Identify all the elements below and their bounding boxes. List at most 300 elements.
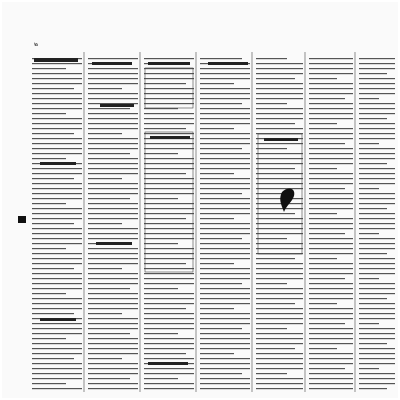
text-line (309, 293, 353, 294)
text-line (309, 178, 353, 179)
text-line (309, 323, 345, 324)
text-line (256, 343, 303, 344)
text-line (200, 298, 250, 299)
text-line (88, 58, 138, 59)
text-line (32, 88, 74, 89)
text-line (359, 213, 395, 214)
text-line (200, 138, 250, 139)
text-line (32, 268, 74, 269)
text-line (144, 173, 186, 174)
text-line (256, 158, 303, 159)
text-line (200, 373, 242, 374)
text-line (88, 233, 138, 234)
text-line (88, 208, 138, 209)
text-line (144, 308, 186, 309)
text-line (359, 193, 395, 194)
text-line (359, 263, 395, 264)
text-line (200, 263, 234, 264)
text-line (200, 128, 234, 129)
text-line (256, 188, 303, 189)
text-line (309, 278, 345, 279)
text-line (200, 168, 250, 169)
text-line (32, 338, 66, 339)
text-line (200, 313, 250, 314)
text-line (88, 123, 138, 124)
text-line (32, 103, 82, 104)
text-line (256, 328, 287, 329)
text-line (359, 78, 395, 79)
text-line (144, 223, 194, 224)
text-line (200, 118, 250, 119)
text-line (309, 363, 353, 364)
text-line (32, 373, 82, 374)
text-line (88, 83, 138, 84)
text-line (144, 113, 194, 114)
text-line (359, 338, 395, 339)
text-line (144, 193, 194, 194)
text-line (200, 163, 250, 164)
text-line (200, 368, 250, 369)
text-line (359, 348, 395, 349)
text-line (200, 73, 250, 74)
text-line (32, 293, 66, 294)
text-line (88, 218, 138, 219)
text-line (309, 313, 353, 314)
text-line (144, 253, 194, 254)
text-line (32, 343, 82, 344)
text-line (88, 193, 138, 194)
text-line (88, 113, 138, 114)
text-line (144, 233, 194, 234)
text-line (256, 68, 303, 69)
text-line (32, 78, 82, 79)
text-line (200, 243, 250, 244)
text-line (200, 173, 234, 174)
text-line (32, 358, 74, 359)
text-line (200, 158, 250, 159)
text-line (359, 238, 395, 239)
text-line (309, 83, 353, 84)
text-line (309, 373, 353, 374)
text-line (200, 108, 250, 109)
text-line (32, 178, 74, 179)
text-line (144, 168, 194, 169)
text-line (32, 133, 74, 134)
text-line (359, 313, 395, 314)
text-line (200, 253, 250, 254)
text-line (88, 368, 138, 369)
text-line (200, 233, 250, 234)
text-line (309, 208, 353, 209)
text-line (144, 228, 194, 229)
text-line (144, 78, 194, 79)
text-line (144, 328, 194, 329)
text-line (144, 293, 194, 294)
text-line (32, 83, 82, 84)
text-line (32, 323, 82, 324)
text-line (32, 73, 82, 74)
text-line (256, 233, 303, 234)
text-line (200, 198, 250, 199)
text-line (309, 108, 353, 109)
text-line (144, 183, 194, 184)
text-line (32, 128, 82, 129)
text-line (144, 248, 194, 249)
text-line (32, 168, 82, 169)
text-line (359, 298, 387, 299)
text-line (309, 118, 353, 119)
text-line (256, 83, 303, 84)
text-line (32, 123, 82, 124)
text-line (256, 88, 303, 89)
text-line (200, 178, 250, 179)
text-line (32, 208, 82, 209)
text-line (256, 98, 303, 99)
text-line (309, 203, 353, 204)
text-line (359, 253, 387, 254)
text-line (359, 98, 379, 99)
text-line (88, 173, 138, 174)
text-line (359, 178, 395, 179)
text-line (200, 193, 242, 194)
text-line (200, 228, 250, 229)
text-line (359, 138, 395, 139)
text-line (256, 323, 303, 324)
text-line (32, 298, 82, 299)
text-line (144, 208, 194, 209)
text-line (200, 203, 250, 204)
text-line (359, 343, 387, 344)
text-line (309, 98, 345, 99)
text-line (256, 348, 295, 349)
text-line (359, 93, 395, 94)
text-line (88, 353, 138, 354)
text-line (256, 173, 303, 174)
text-line (309, 78, 337, 79)
text-line (88, 253, 138, 254)
text-line (88, 358, 122, 359)
text-line (144, 343, 194, 344)
text-line (309, 273, 353, 274)
text-line (144, 388, 194, 389)
text-line (32, 333, 82, 334)
text-line (256, 248, 303, 249)
text-line (32, 198, 82, 199)
text-line (256, 303, 295, 304)
text-line (359, 328, 395, 329)
text-line (256, 278, 303, 279)
text-line (359, 233, 379, 234)
text-line (88, 308, 138, 309)
text-line (88, 323, 138, 324)
text-line (32, 173, 82, 174)
text-line (359, 218, 395, 219)
text-line (200, 353, 234, 354)
text-line (256, 93, 303, 94)
text-line (88, 138, 138, 139)
text-line (200, 68, 250, 69)
text-line (359, 368, 379, 369)
text-line (309, 58, 353, 59)
text-line (88, 158, 138, 159)
text-line (256, 163, 303, 164)
text-line (359, 303, 395, 304)
text-line (256, 118, 303, 119)
text-line (309, 348, 337, 349)
text-line (32, 303, 82, 304)
text-line (256, 238, 287, 239)
text-line (32, 228, 82, 229)
text-line (32, 158, 66, 159)
text-line (200, 143, 250, 144)
text-line (359, 273, 395, 274)
text-line (144, 128, 186, 129)
text-line (359, 268, 395, 269)
text-line (256, 103, 287, 104)
text-line (200, 378, 250, 379)
text-line (309, 133, 353, 134)
text-line (359, 168, 395, 169)
text-line (32, 213, 82, 214)
text-line (309, 138, 353, 139)
text-line (309, 73, 353, 74)
text-line (200, 83, 234, 84)
page-number: ๒ (34, 41, 38, 48)
text-line (32, 108, 82, 109)
text-line (309, 163, 353, 164)
text-line (200, 303, 250, 304)
text-line (88, 333, 130, 334)
text-line (256, 183, 303, 184)
text-line (256, 243, 303, 244)
text-line (256, 288, 303, 289)
text-line (256, 218, 303, 219)
text-line (359, 228, 395, 229)
text-line (88, 343, 138, 344)
text-line (88, 183, 138, 184)
text-line (144, 298, 194, 299)
text-line (309, 193, 353, 194)
text-line (309, 263, 353, 264)
text-line (144, 203, 194, 204)
text-line (32, 138, 82, 139)
text-line (32, 183, 82, 184)
text-line (200, 208, 250, 209)
text-line (200, 268, 250, 269)
text-line (88, 128, 138, 129)
text-line (359, 293, 395, 294)
text-line (359, 118, 387, 119)
text-line (256, 123, 295, 124)
text-line (144, 158, 194, 159)
text-line (88, 118, 138, 119)
text-line (359, 278, 379, 279)
text-line (200, 308, 234, 309)
text-line (359, 83, 395, 84)
text-line (144, 323, 194, 324)
text-line (200, 248, 250, 249)
text-line (359, 378, 395, 379)
text-line (309, 173, 353, 174)
text-line (88, 213, 138, 214)
text-line (200, 388, 250, 389)
text-line (88, 68, 138, 69)
text-line (309, 328, 353, 329)
text-line (309, 268, 353, 269)
text-line (256, 358, 303, 359)
text-line (309, 148, 353, 149)
text-line (144, 263, 186, 264)
text-line (144, 243, 178, 244)
text-line (144, 118, 194, 119)
text-line (309, 93, 353, 94)
text-line (88, 268, 122, 269)
text-line (32, 93, 82, 94)
text-line (359, 323, 379, 324)
text-line (309, 158, 353, 159)
text-line (88, 188, 138, 189)
text-line (144, 123, 194, 124)
text-line (309, 218, 353, 219)
text-line (256, 223, 303, 224)
text-line (256, 308, 303, 309)
text-line (144, 348, 194, 349)
text-line (88, 373, 138, 374)
text-line (256, 338, 303, 339)
text-line (88, 223, 122, 224)
text-line (88, 73, 138, 74)
text-line (88, 263, 138, 264)
text-line (200, 258, 250, 259)
text-line (359, 373, 395, 374)
text-line (200, 333, 250, 334)
text-line (32, 223, 74, 224)
text-line (200, 293, 250, 294)
text-line (88, 168, 138, 169)
text-line (144, 273, 194, 274)
text-line (88, 298, 138, 299)
text-line (32, 143, 82, 144)
text-line (309, 243, 353, 244)
text-line (309, 383, 353, 384)
text-line (256, 368, 303, 369)
text-line (32, 258, 82, 259)
text-line (32, 283, 82, 284)
text-line (144, 383, 194, 384)
text-line (32, 238, 82, 239)
text-line (256, 208, 303, 209)
text-line (309, 253, 353, 254)
text-line (200, 218, 234, 219)
text-line (309, 358, 353, 359)
text-line (256, 113, 303, 114)
text-line (359, 333, 395, 334)
text-line (200, 123, 250, 124)
text-line (144, 153, 178, 154)
text-line (144, 258, 194, 259)
text-line (88, 313, 122, 314)
text-line (359, 103, 395, 104)
text-line (256, 268, 303, 269)
text-line (200, 348, 250, 349)
text-line (359, 288, 395, 289)
text-lines (32, 58, 395, 389)
text-line (32, 278, 82, 279)
text-line (144, 83, 186, 84)
text-line (309, 288, 353, 289)
text-line (32, 118, 82, 119)
text-line (144, 373, 194, 374)
text-line (144, 143, 194, 144)
text-line (32, 313, 74, 314)
text-line (32, 193, 82, 194)
text-line (32, 148, 82, 149)
text-line (200, 363, 250, 364)
text-line (144, 353, 186, 354)
text-line (256, 313, 303, 314)
text-line (88, 303, 138, 304)
text-line (256, 333, 303, 334)
text-line (309, 113, 353, 114)
text-line (144, 58, 194, 59)
text-line (200, 343, 250, 344)
text-line (309, 238, 353, 239)
text-line (359, 63, 395, 64)
text-line (309, 338, 353, 339)
text-line (144, 198, 178, 199)
text-line (256, 228, 303, 229)
text-line (88, 153, 130, 154)
text-line (359, 133, 395, 134)
text-line (359, 318, 395, 319)
text-line (144, 338, 194, 339)
text-line (200, 273, 250, 274)
text-line (256, 383, 303, 384)
text-line (32, 68, 66, 69)
text-line (359, 153, 395, 154)
text-line (309, 283, 353, 284)
text-line (88, 338, 138, 339)
text-line (144, 218, 186, 219)
text-line (359, 283, 395, 284)
text-line (256, 293, 303, 294)
text-line (359, 308, 395, 309)
text-line (359, 68, 395, 69)
text-line (144, 163, 194, 164)
text-line (144, 133, 194, 134)
text-line (144, 313, 194, 314)
text-line (256, 58, 287, 59)
text-line (88, 148, 138, 149)
text-line (88, 248, 138, 249)
text-line (144, 333, 178, 334)
text-line (32, 388, 82, 389)
text-line (256, 198, 303, 199)
text-line (88, 363, 138, 364)
text-line (256, 73, 303, 74)
text-line (256, 283, 287, 284)
text-line (144, 188, 194, 189)
text-line (200, 383, 250, 384)
text-line (144, 358, 194, 359)
text-line (200, 188, 250, 189)
text-line (359, 173, 395, 174)
text-line (256, 373, 287, 374)
text-line (200, 78, 250, 79)
text-line (88, 78, 138, 79)
text-line (88, 88, 122, 89)
text-line (359, 248, 395, 249)
